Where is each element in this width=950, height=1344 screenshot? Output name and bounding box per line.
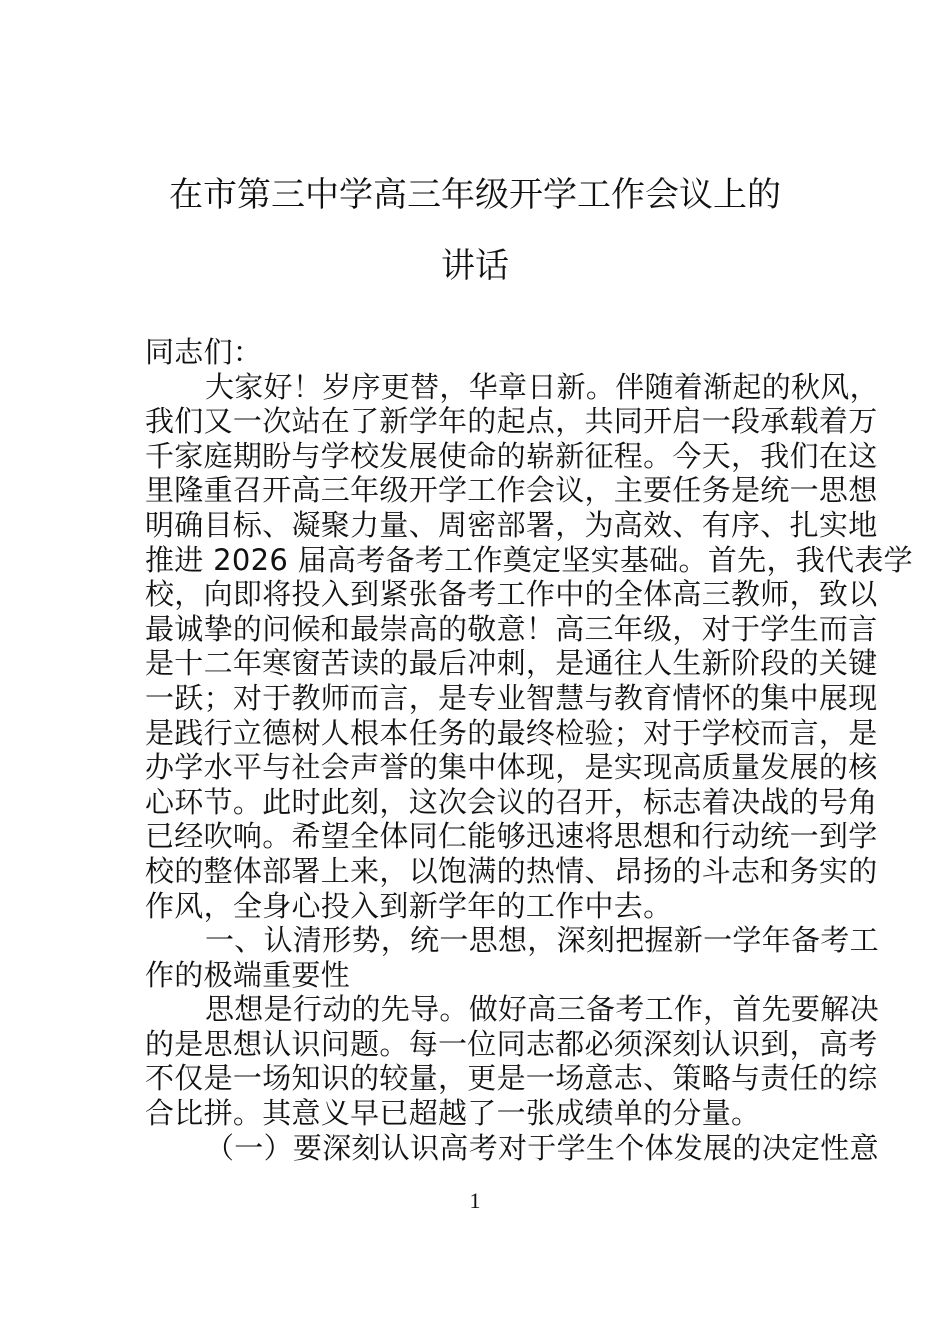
text-line: 推进 2026 届高考备考工作奠定坚实基础。首先，我代表学 [145,542,913,577]
document-body [145,335,913,1165]
paragraph [145,369,913,924]
text-line: 里隆重召开高三年级开学工作会议，主要任务是统一思想 [145,473,878,508]
text-line: 校，向即将投入到紧张备考工作中的全体高三教师，致以 [145,577,878,612]
text-line: 已经吹响。希望全体同仁能够迅速将思想和行动统一到学 [145,819,878,854]
text-line: 的是思想认识问题。每一位同志都必须深刻认识到，高考 [145,1026,878,1061]
text-line: 同志们： [145,335,263,369]
text-line: 心环节。此时此刻，这次会议的召开，标志着决战的号角 [145,784,878,819]
document-title-line-2: 讲话 [441,246,509,286]
document-title-line-1: 在市第三中学高三年级开学工作会议上的 [169,175,781,215]
paragraph [145,335,810,370]
text-line: 是践行立德树人根本任务的最终检验；对于学校而言，是 [145,715,878,750]
text-line: 最诚挚的问候和最崇高的敬意！高三年级，对于学生而言 [145,611,878,646]
text-line: 作风，全身心投入到新学年的工作中去。 [145,888,673,923]
paragraph [145,923,879,992]
text-line: 不仅是一场知识的较量，更是一场意志、策略与责任的综 [145,1061,878,1096]
text-line: 一、认清形势，统一思想，深刻把握新一学年备考工 [205,923,879,958]
text-line: 作的极端重要性 [145,957,351,992]
text-line: 大家好！岁序更替，华章日新。伴随着渐起的秋风， [205,369,879,404]
text-line: 我们又一次站在了新学年的起点，共同开启一段承载着万 [145,404,878,439]
text-line: 一跃；对于教师而言，是专业智慧与教育情怀的集中展现 [145,680,878,715]
text-line: 千家庭期盼与学校发展使命的崭新征程。今天，我们在这 [145,438,878,473]
text-line: （一）要深刻认识高考对于学生个体发展的决定性意 [205,1130,879,1165]
paragraph [145,1130,879,1166]
text-line: 明确目标、凝聚力量、周密部署，为高效、有序、扎实地 [145,507,878,542]
text-line: 校的整体部署上来，以饱满的热情、昂扬的斗志和务实的 [145,853,878,888]
text-line: 办学水平与社会声誉的集中体现，是实现高质量发展的核 [145,750,878,785]
page-number: 1 [469,1188,481,1213]
paragraph [145,992,879,1131]
text-line: 合比拼。其意义早已超越了一张成绩单的分量。 [145,1096,761,1131]
text-line: 是十二年寒窗苦读的最后冲刺，是通往人生新阶段的关键 [145,646,878,681]
text-line: 思想是行动的先导。做好高三备考工作，首先要解决 [205,992,879,1027]
